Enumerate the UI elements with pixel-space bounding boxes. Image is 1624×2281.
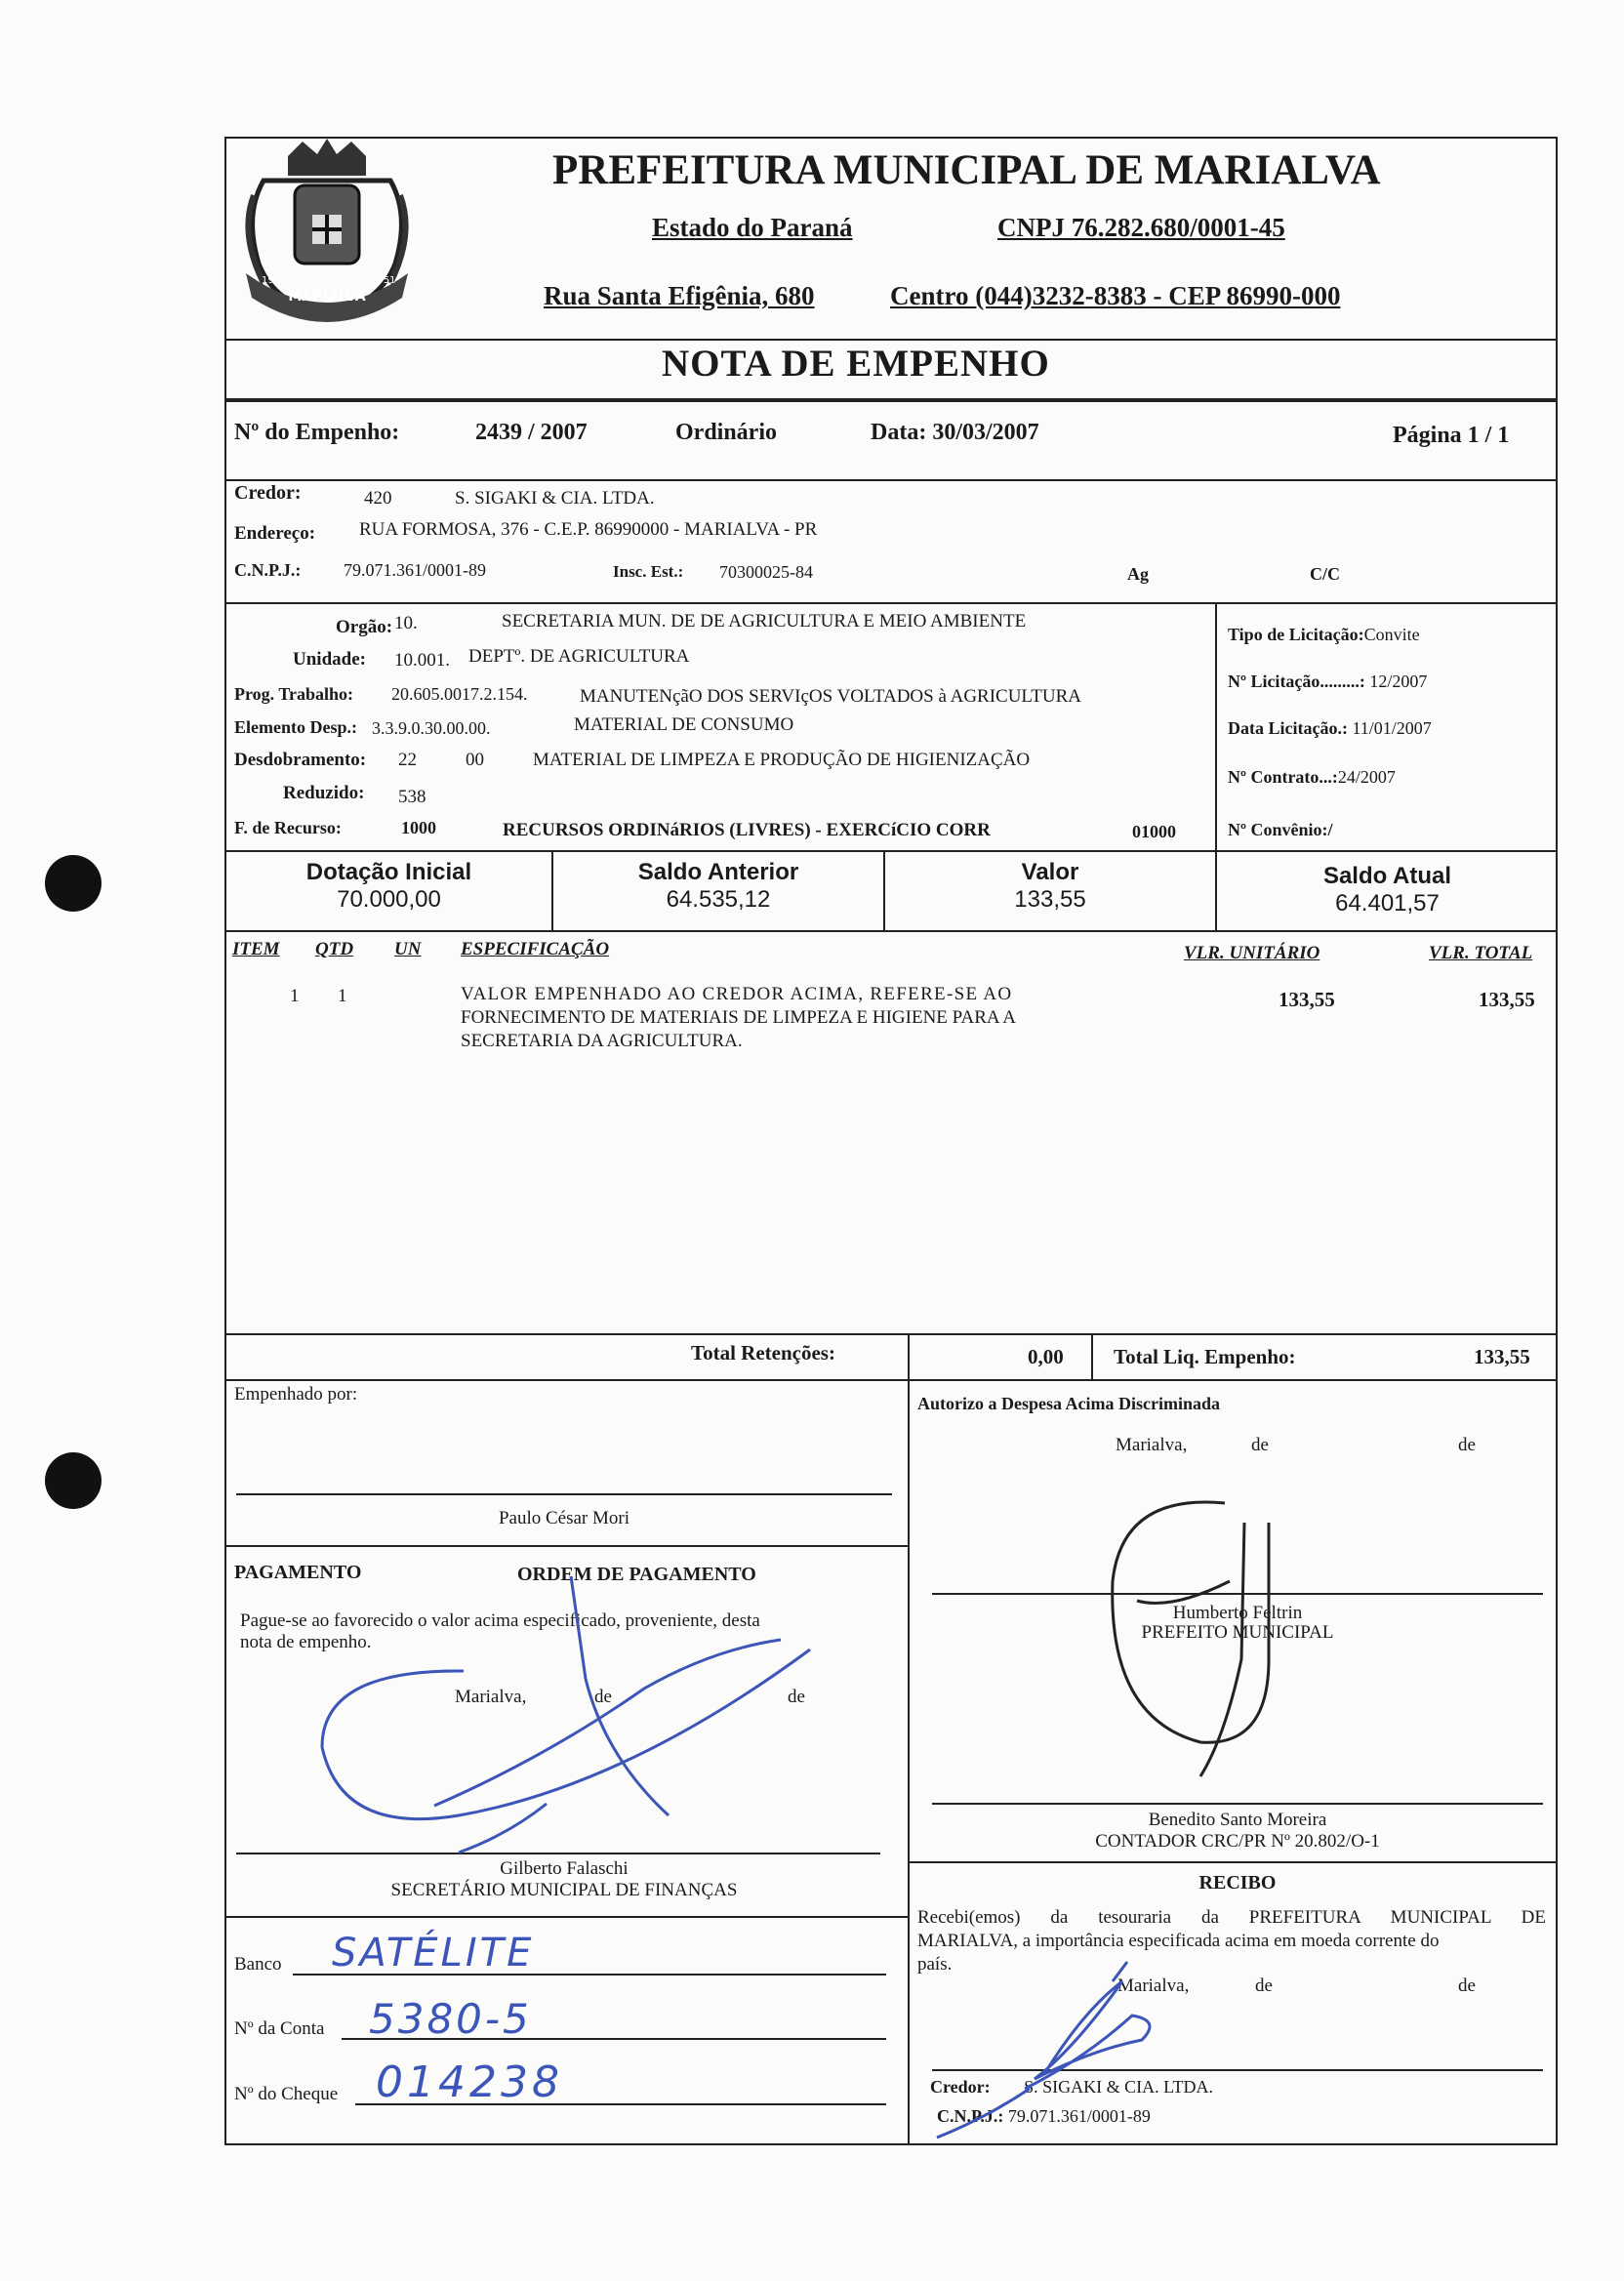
total-liq-value: 133,55	[1474, 1345, 1530, 1368]
reduzido-value: 538	[398, 787, 426, 807]
licitacao-data: 11/01/2007	[1352, 718, 1432, 738]
orgao-label: Orgão:	[336, 617, 393, 637]
licitacao-numero: 12/2007	[1369, 672, 1428, 691]
credor-cnpj: 79.071.361/0001-89	[344, 560, 486, 580]
credor-name: S. SIGAKI & CIA. LTDA.	[455, 488, 655, 509]
recurso-code: 1000	[401, 818, 436, 837]
pagamento-signer-role: SECRETÁRIO MUNICIPAL DE FINANÇAS	[390, 1880, 738, 1900]
contador-name: Benedito Santo Moreira	[1148, 1810, 1327, 1830]
pagamento-label: PAGAMENTO	[234, 1562, 362, 1583]
conta-handwritten: 5380-5	[369, 1995, 532, 2043]
credor-cc-label: C/C	[1310, 564, 1340, 584]
col-especificacao: ESPECIFICAÇÃO	[461, 939, 610, 959]
item-qtd: 1	[338, 986, 347, 1006]
pagamento-de-1: de	[594, 1687, 612, 1707]
recibo-de-2: de	[1458, 1976, 1476, 1996]
credor-cnpj-label: C.N.P.J.:	[234, 560, 302, 580]
ordem-pagamento-label: ORDEM DE PAGAMENTO	[517, 1564, 756, 1585]
saldo-label: Saldo Anterior	[637, 859, 799, 885]
saldo-label: Saldo Atual	[1322, 863, 1452, 889]
licitacao-contrato-label: Nº Contrato...:	[1228, 767, 1338, 787]
autorizo-label: Autorizo a Despesa Acima Discriminada	[917, 1394, 1220, 1413]
recibo-cnpj-label: C.N.P.J.:	[937, 2106, 1004, 2126]
col-vlr-unitario: VLR. UNITÁRIO	[1184, 943, 1320, 963]
autorizo-signer-role: PREFEITO MUNICIPAL	[1141, 1622, 1334, 1643]
orgao-desc: SECRETARIA MUN. DE DE AGRICULTURA E MEIO AMBIENTE	[502, 611, 1027, 631]
total-liq-label: Total Liq. Empenho:	[1114, 1345, 1296, 1368]
pagamento-text-line1: Pague-se ao favorecido o valor acima especificado, proveniente, desta	[240, 1610, 760, 1631]
recibo-text-line2: MARIALVA, a importância especificada acima em moeda corrente do	[917, 1931, 1440, 1951]
credor-address-label: Endereço:	[234, 523, 316, 544]
desdobramento-desc: MATERIAL DE LIMPEZA E PRODUÇÃO DE HIGIENIZAÇÃO	[533, 750, 1031, 770]
desdobramento-label: Desdobramento:	[234, 750, 367, 770]
pagamento-text-line2: nota de empenho.	[240, 1632, 372, 1652]
credor-code: 420	[364, 488, 392, 509]
cheque-handwritten: 014238	[376, 2057, 563, 2107]
recibo-text-line1: Recebi(emos) da tesouraria da PREFEITURA MUNICIPAL DE	[917, 1907, 1546, 1928]
crest-year-left: 1951	[262, 275, 287, 286]
item-spec-line1: VALOR EMPENHADO AO CREDOR ACIMA, REFERE-SE AO	[461, 984, 1013, 1004]
elemento-label: Elemento Desp.:	[234, 717, 357, 737]
empenho-number-label: Nº do Empenho:	[234, 420, 400, 445]
pagamento-de-2: de	[788, 1687, 805, 1707]
licitacao-numero-label: Nº Licitação.........:	[1228, 672, 1365, 691]
cheque-label: Nº do Cheque	[234, 2084, 339, 2104]
prog-label: Prog. Trabalho:	[234, 684, 354, 704]
total-retencoes-value: 0,00	[1028, 1345, 1064, 1368]
saldo-value: 133,55	[1014, 886, 1086, 913]
credor-address: RUA FORMOSA, 376 - C.E.P. 86990000 - MARIALVA - PR	[359, 519, 818, 540]
autorizo-de-2: de	[1458, 1435, 1476, 1455]
recibo-text-line3: país.	[917, 1954, 953, 1975]
col-qtd: QTD	[315, 939, 354, 959]
credor-insc: 70300025-84	[719, 562, 813, 582]
unidade-code: 10.001.	[394, 650, 450, 671]
signature-secretario	[322, 1576, 810, 1853]
signature-credor	[937, 1962, 1150, 2138]
col-un: UN	[394, 939, 422, 959]
banco-label: Banco	[234, 1954, 282, 1975]
col-vlr-total: VLR. TOTAL	[1429, 943, 1533, 963]
autorizo-city: Marialva,	[1116, 1435, 1188, 1455]
unidade-label: Unidade:	[293, 649, 366, 670]
saldo-value: 64.535,12	[666, 886, 771, 913]
empenho-date: Data: 30/03/2007	[871, 420, 1039, 445]
recibo-title: RECIBO	[1198, 1872, 1277, 1894]
contador-role: CONTADOR CRC/PR Nº 20.802/O-1	[1095, 1831, 1380, 1852]
header-address: Centro (044)3232-8383 - CEP 86990-000	[890, 281, 1341, 310]
header-state: Estado do Paraná	[652, 213, 853, 242]
credor-ag-label: Ag	[1127, 564, 1149, 584]
recibo-cnpj: 79.071.361/0001-89	[1007, 2106, 1151, 2126]
recibo-credor-label: Credor:	[930, 2077, 991, 2097]
saldo-label: Dotação Inicial	[305, 859, 472, 885]
recibo-city: Marialva,	[1117, 1976, 1190, 1996]
header-street: Rua Santa Efigênia, 680	[544, 281, 815, 310]
recurso-desc: RECURSOS ORDINáRIOS (LIVRES) - EXERCíCIO CORR	[503, 820, 991, 840]
saldo-value: 70.000,00	[337, 886, 441, 913]
recibo-de-1: de	[1255, 1976, 1273, 1996]
desdobramento-b: 00	[466, 750, 484, 770]
item-vlr-unitario: 133,55	[1279, 988, 1335, 1011]
signature-prefeito	[1113, 1502, 1269, 1776]
conta-label: Nº da Conta	[234, 2018, 325, 2039]
crest-banner-text: MARIALVA	[288, 289, 366, 305]
col-item: ITEM	[232, 939, 280, 959]
empenho-number: 2439 / 2007	[475, 420, 588, 445]
header-cnpj: CNPJ 76.282.680/0001-45	[997, 213, 1285, 242]
recurso-number: 01000	[1132, 822, 1176, 841]
empenho-page: Página 1 / 1	[1393, 423, 1510, 448]
licitacao-tipo: Convite	[1363, 625, 1420, 644]
elemento-desc: MATERIAL DE CONSUMO	[574, 714, 794, 735]
item-vlr-total: 133,55	[1479, 988, 1535, 1011]
licitacao-convenio-label: Nº Convênio:/	[1228, 820, 1333, 839]
credor-label: Credor:	[234, 482, 302, 504]
recurso-label: F. de Recurso:	[234, 818, 342, 837]
pagamento-signer-name: Gilberto Falaschi	[500, 1858, 629, 1879]
elemento-code: 3.3.9.0.30.00.00.	[372, 718, 491, 738]
saldo-value: 64.401,57	[1335, 890, 1440, 916]
desdobramento-a: 22	[398, 750, 417, 770]
empenhado-name: Paulo César Mori	[498, 1508, 630, 1528]
total-retencoes-label: Total Retenções:	[691, 1341, 835, 1365]
prog-desc: MANUTENçãO DOS SERVIçOS VOLTADOS à AGRICULTURA	[580, 686, 1082, 707]
empenho-type: Ordinário	[675, 420, 778, 445]
unidade-desc: DEPTº. DE AGRICULTURA	[468, 646, 690, 667]
banco-handwritten: SATÉLITE	[332, 1931, 535, 1976]
crest-year-right: 1951	[371, 275, 396, 286]
saldo-label: Valor	[1021, 859, 1079, 885]
prog-code: 20.605.0017.2.154.	[391, 684, 528, 704]
licitacao-data-label: Data Licitação.:	[1228, 718, 1348, 738]
item-spec-line3: SECRETARIA DA AGRICULTURA.	[461, 1031, 743, 1051]
autorizo-de-1: de	[1251, 1435, 1269, 1455]
orgao-code: 10.	[394, 613, 418, 633]
empenhado-label: Empenhado por:	[234, 1384, 358, 1405]
recibo-credor-name: S. SIGAKI & CIA. LTDA.	[1024, 2077, 1213, 2097]
pagamento-city: Marialva,	[455, 1687, 527, 1707]
licitacao-tipo-label: Tipo de Licitação:	[1228, 625, 1364, 644]
credor-insc-label: Insc. Est.:	[613, 562, 684, 581]
licitacao-contrato: 24/2007	[1337, 767, 1396, 787]
reduzido-label: Reduzido:	[283, 783, 365, 803]
doc-title: NOTA DE EMPENHO	[662, 343, 1050, 385]
item-spec-line2: FORNECIMENTO DE MATERIAIS DE LIMPEZA E HIGIENE PARA A	[461, 1007, 1016, 1028]
page-title: PREFEITURA MUNICIPAL DE MARIALVA	[552, 147, 1381, 193]
item-number: 1	[290, 986, 300, 1006]
autorizo-signer-name: Humberto Feltrin	[1172, 1603, 1303, 1623]
